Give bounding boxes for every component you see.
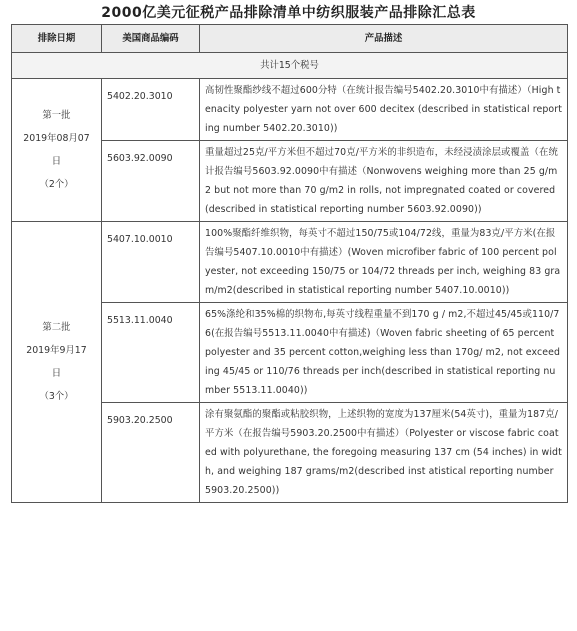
product-code: 5402.20.3010: [102, 79, 200, 141]
header-product-description: 产品描述: [200, 25, 568, 53]
batch-count: （2个）: [39, 179, 74, 190]
header-exclusion-date: 排除日期: [12, 25, 102, 53]
product-code: 5513.11.0040: [102, 303, 200, 403]
summary-text: 共计15个税号: [12, 53, 568, 79]
product-description: 65%涤纶和35%棉的织物布,每英寸线程重量不到170 g / m2,不超过45/45或110/76(在报告编号5513.11.0040中有描述)（Woven fabric sheeting of 65 percent polyester and 35 percent cotton,weighing less than 170g/ m2, not exceeding 45/45 or 110/76 threads per inch(described in statistical reporting number 5513.11.0040)): [200, 303, 568, 403]
table-row: [12, 79, 568, 141]
product-description: 高韧性聚酯纱线不超过600分特（在统计报告编号5402.20.3010中有描述）（High tenacity polyester yarn not over 600 decitex (described in statistical reporting number 5402.20.3010)): [200, 79, 568, 141]
table-row: [12, 222, 568, 303]
summary-row: [12, 53, 568, 79]
product-description: 涂有聚氨酯的聚酯或粘胶织物，上述织物的宽度为137厘米(54英寸)，重量为187克/平方米（在报告编号5903.20.2500中有描述）（Polyester or viscose fabric coated with polyurethane, the foregoing measuring 137 cm (54 inches) in width, and weighing 187 grams/m2(described inst atistical reporting number 5903.20.2500)): [200, 403, 568, 503]
batch-count: （3个）: [39, 391, 74, 402]
batch-date-suffix: 日: [51, 368, 62, 379]
header-row: [12, 25, 568, 53]
batch-name: 第一批: [42, 110, 71, 121]
document-title: 2000亿美元征税产品排除清单中纺织服装产品排除汇总表: [101, 5, 476, 21]
batch-1-date-cell: [12, 79, 102, 222]
batch-date: 2019年9月17: [26, 345, 87, 356]
batch-name: 第二批: [42, 322, 71, 333]
batch-date: 2019年08月07: [23, 133, 90, 144]
exclusion-table: [11, 24, 568, 503]
product-description: 100%聚酯纤维织物，每英寸不超过150/75或104/72线，重量为83克/平方米(在报告编号5407.10.0010中有描述）(Woven microfiber fabric of 100 percent polyester, not exceeding 150/75 or 104/72 threads per inch, weighing 83 gram/m2(described in statistical reporting number 5407.10.0010)): [200, 222, 568, 303]
header-us-product-code: 美国商品编码: [102, 25, 200, 53]
product-code: 5903.20.2500: [102, 403, 200, 503]
product-code: 5407.10.0010: [102, 222, 200, 303]
product-description: 重量超过25克/平方米但不超过70克/平方米的非织造布，未经浸渍涂层或覆盖（在统计报告编号5603.92.0090中有描述（Nonwovens weighing more than 25 g/m2 but not more than 70 g/m2 in rolls, not impregnated coated or covered(described in statistical reporting number 5603.92.0090)): [200, 141, 568, 222]
product-code: 5603.92.0090: [102, 141, 200, 222]
batch-date-suffix: 日: [51, 156, 62, 167]
batch-2-date-cell: [12, 222, 102, 503]
